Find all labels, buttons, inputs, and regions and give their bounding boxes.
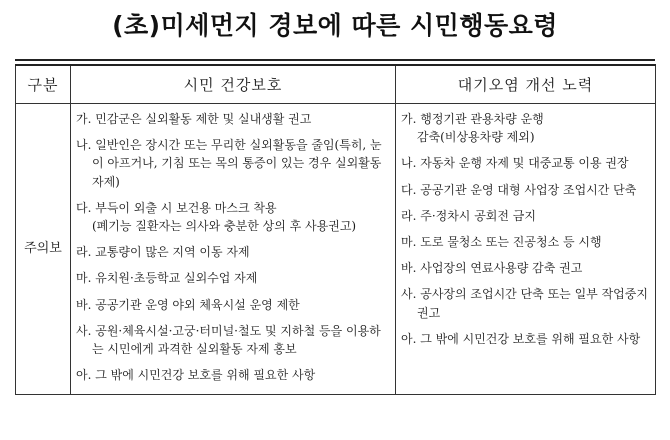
- list-item: [401, 330, 650, 348]
- header-air-pollution-effort: 대기오염 개선 노력: [396, 65, 656, 104]
- header-citizen-health: 시민 건강보호: [71, 65, 396, 104]
- list-item: [76, 322, 390, 358]
- list-item: [76, 269, 390, 287]
- list-item: [76, 199, 390, 235]
- list-item: [76, 366, 390, 384]
- list-item: [401, 181, 650, 199]
- header-category: 구분: [16, 65, 71, 104]
- list-item: [401, 110, 650, 146]
- list-item: [401, 233, 650, 251]
- list-item: [76, 296, 390, 314]
- table-row: [16, 104, 656, 395]
- list-item: [76, 136, 390, 191]
- item-text: 라. 주·정차시 공회전 금지: [401, 208, 536, 223]
- item-text: 바. 공공기관 운영 야외 체육시설 운영 제한: [76, 297, 300, 312]
- list-item: [401, 259, 650, 277]
- list-item: [76, 110, 390, 128]
- list-item: [401, 154, 650, 172]
- item-text: 가. 행정기관 관용차량 운행: [401, 112, 544, 126]
- citizen-health-cell: [71, 104, 396, 395]
- list-item: [76, 243, 390, 261]
- list-item: [401, 207, 650, 225]
- item-subtext: (폐기능 질환자는 의사와 충분한 상의 후 사용권고): [92, 219, 357, 234]
- item-text: 나. 자동차 운행 자제 및 대중교통 이용 권장: [401, 156, 629, 171]
- item-text: 다. 공공기관 운영 대형 사업장 조업시간 단축: [401, 182, 637, 197]
- air-pollution-effort-cell: [396, 104, 656, 395]
- item-text: 바. 사업장의 연료사용량 감축 권고: [401, 261, 583, 276]
- item-text: 사. 공원·체육시설·고궁·터미널·철도 및 지하철 등을 이용하는 시민에게 과격한 실외활동 자제 홍보: [76, 323, 381, 357]
- item-text: 라. 교통량이 많은 지역 이동 자제: [76, 245, 250, 260]
- item-text: 다. 부득이 외출 시 보건용 마스크 착용: [76, 200, 277, 215]
- item-text: 사. 공사장의 조업시간 단축 또는 일부 작업중지 권고: [401, 287, 648, 320]
- item-text: 아. 그 밖에 시민건강 보호를 위해 필요한 사항: [76, 368, 316, 383]
- action-guideline-table: [15, 64, 656, 395]
- item-subtext: 감축(비상용차량 제외): [417, 130, 535, 145]
- table-header-row: [16, 65, 656, 104]
- alert-level-cell: 주의보: [16, 104, 71, 395]
- page-title: (초)미세먼지 경보에 따른 시민행동요령: [112, 11, 558, 40]
- item-text: 아. 그 밖에 시민건강 보호를 위해 필요한 사항: [401, 331, 641, 346]
- item-text: 마. 도로 물청소 또는 진공청소 등 시행: [401, 235, 602, 250]
- item-text: 가. 민감군은 실외활동 제한 및 실내생활 권고: [76, 112, 312, 126]
- title-rule: [15, 59, 655, 61]
- item-text: 마. 유치원·초등학교 실외수업 자제: [76, 271, 258, 286]
- list-item: [401, 285, 650, 321]
- item-text: 나. 일반인은 장시간 또는 무리한 실외활동을 줄임(특히, 눈이 아프거나, 기침 또는 목의 통증이 있는 경우 실외활동 자제): [76, 138, 382, 189]
